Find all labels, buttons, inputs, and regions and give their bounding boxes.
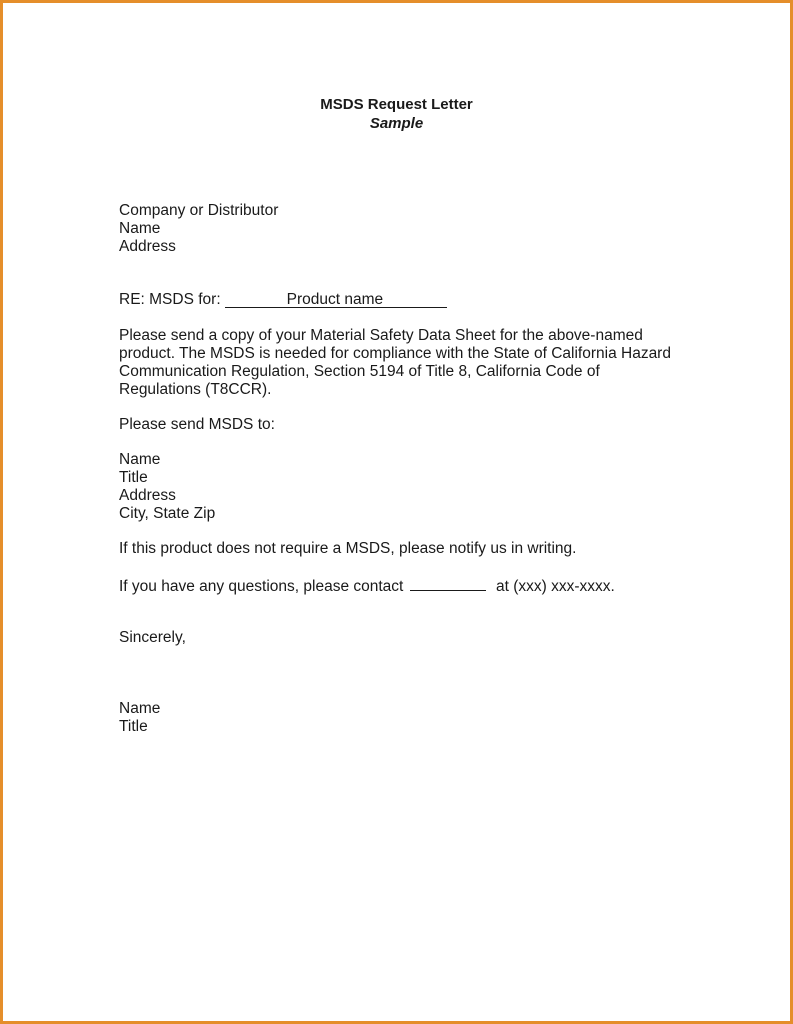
body-line: Regulations (T8CCR).: [119, 381, 272, 398]
send-to-title: Title: [119, 469, 148, 486]
recipient-line-address: Address: [119, 238, 176, 255]
send-to-address-block: [119, 451, 215, 523]
closing: [119, 629, 186, 647]
send-to-label: [119, 416, 275, 434]
notify-paragraph: [119, 540, 576, 558]
send-to-label-text: Please send MSDS to:: [119, 416, 275, 433]
signature-block: [119, 700, 160, 736]
letter-subtitle: Sample: [369, 115, 424, 132]
letter-heading: [0, 95, 793, 133]
body-paragraph: [119, 327, 671, 399]
send-to-address: Address: [119, 487, 176, 504]
recipient-line-company: Company or Distributor: [119, 202, 279, 219]
body-line: Please send a copy of your Material Safety Data Sheet for the above-named: [119, 327, 643, 344]
send-to-name: Name: [119, 451, 161, 468]
questions-prefix: If you have any questions, please contact: [119, 578, 404, 595]
letter-title: MSDS Request Letter: [320, 96, 473, 113]
questions-phone: at (xxx) xxx-xxxx.: [495, 578, 615, 595]
product-name-blank: [225, 292, 448, 308]
body-line: product. The MSDS is needed for compliance with the State of California Hazard: [119, 345, 671, 362]
re-prefix: RE: MSDS for:: [119, 291, 221, 308]
notify-text: If this product does not require a MSDS, please notify us in writing.: [119, 540, 577, 557]
contact-name-blank: [410, 576, 486, 591]
signature-title: Title: [119, 718, 148, 735]
product-name-placeholder: Product name: [286, 291, 384, 308]
send-to-city-state-zip: City, State Zip: [119, 505, 216, 522]
body-line: Communication Regulation, Section 5194 of Title 8, California Code of: [119, 363, 600, 380]
re-line: [119, 291, 447, 309]
closing-text: Sincerely,: [119, 629, 186, 646]
questions-paragraph: [119, 576, 615, 596]
recipient-address-block: [119, 202, 278, 256]
signature-name: Name: [119, 700, 161, 717]
recipient-line-name: Name: [119, 220, 161, 237]
